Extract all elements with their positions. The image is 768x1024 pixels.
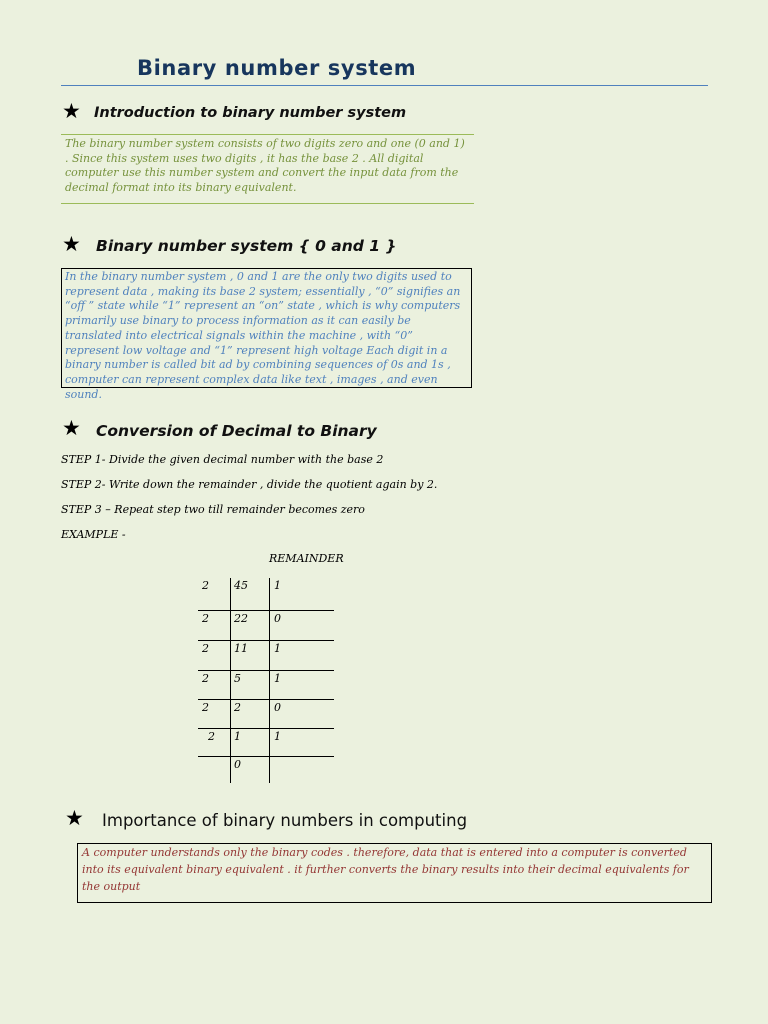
importance-heading: Importance of binary numbers in computing <box>102 811 468 830</box>
table-divisor: 2 <box>208 730 215 743</box>
star-icon: ★ <box>65 806 84 830</box>
table-horizontal-line <box>198 670 334 671</box>
table-divisor: 2 <box>202 672 209 685</box>
table-horizontal-line <box>198 728 334 729</box>
table-divisor: 2 <box>202 642 209 655</box>
table-quotient: 0 <box>234 758 241 771</box>
table-divisor: 2 <box>202 579 209 592</box>
conversion-heading: Conversion of Decimal to Binary <box>96 422 377 440</box>
table-remainder: 1 <box>274 730 281 743</box>
table-remainder: 1 <box>274 579 281 592</box>
title-divider <box>61 85 708 86</box>
example-label: EXAMPLE - <box>61 528 126 541</box>
table-quotient: 5 <box>234 672 241 685</box>
table-remainder: 1 <box>274 672 281 685</box>
step-3: STEP 3 – Repeat step two till remainder becomes zero <box>61 503 365 516</box>
table-horizontal-line <box>198 756 334 757</box>
table-quotient: 22 <box>234 612 248 625</box>
binary-description-text: In the binary number system , 0 and 1 are the only two digits used to represent data , making its base 2 system; essentially , “0” signifies an “off ” state while “1” represent an “on” state , which is why computers primarily use binary to process information as it can easily be translated into electrical signals within the machine , with “0” represent low voltage and “1” represent high voltage Each digit in a binary number is called bit ad by combining sequences of 0s and 1s , computer can represent complex data like text , images , and even sound. <box>65 270 461 401</box>
importance-box <box>77 843 712 903</box>
table-vertical-line <box>269 578 270 783</box>
intro-text: The binary number system consists of two digits zero and one (0 and 1) . Since this system uses two digits , it has the base 2 . All digital computer use this number system and convert the input data from the decimal format into its binary equivalent. <box>65 137 465 195</box>
page-title: Binary number system <box>137 56 417 80</box>
table-quotient: 11 <box>234 642 248 655</box>
binary-description-box <box>61 268 472 401</box>
table-remainder: 0 <box>274 612 281 625</box>
table-quotient: 1 <box>234 730 241 743</box>
star-icon: ★ <box>62 232 81 256</box>
step-2: STEP 2- Write down the remainder , divide the quotient again by 2. <box>61 478 438 491</box>
division-table <box>198 568 338 786</box>
table-divisor: 2 <box>202 612 209 625</box>
table-divisor: 2 <box>202 701 209 714</box>
table-remainder: 1 <box>274 642 281 655</box>
table-vertical-line <box>230 578 231 783</box>
intro-box <box>61 134 474 204</box>
table-horizontal-line <box>198 610 334 611</box>
remainder-header: REMAINDER <box>269 552 344 565</box>
star-icon: ★ <box>62 416 81 440</box>
step-1: STEP 1- Divide the given decimal number with the base 2 <box>61 453 384 466</box>
table-remainder: 0 <box>274 701 281 714</box>
table-horizontal-line <box>198 640 334 641</box>
star-icon: ★ <box>62 99 81 123</box>
intro-heading: Introduction to binary number system <box>94 105 407 121</box>
binary-heading: Binary number system { 0 and 1 } <box>96 237 397 255</box>
table-quotient: 2 <box>234 701 241 714</box>
table-horizontal-line <box>198 699 334 700</box>
importance-text: A computer understands only the binary codes . therefore, data that is entered into a computer is converted into its equivalent binary equivalent . it further converts the binary results into their decimal equivalents for the output <box>82 846 689 893</box>
table-quotient: 45 <box>234 579 248 592</box>
